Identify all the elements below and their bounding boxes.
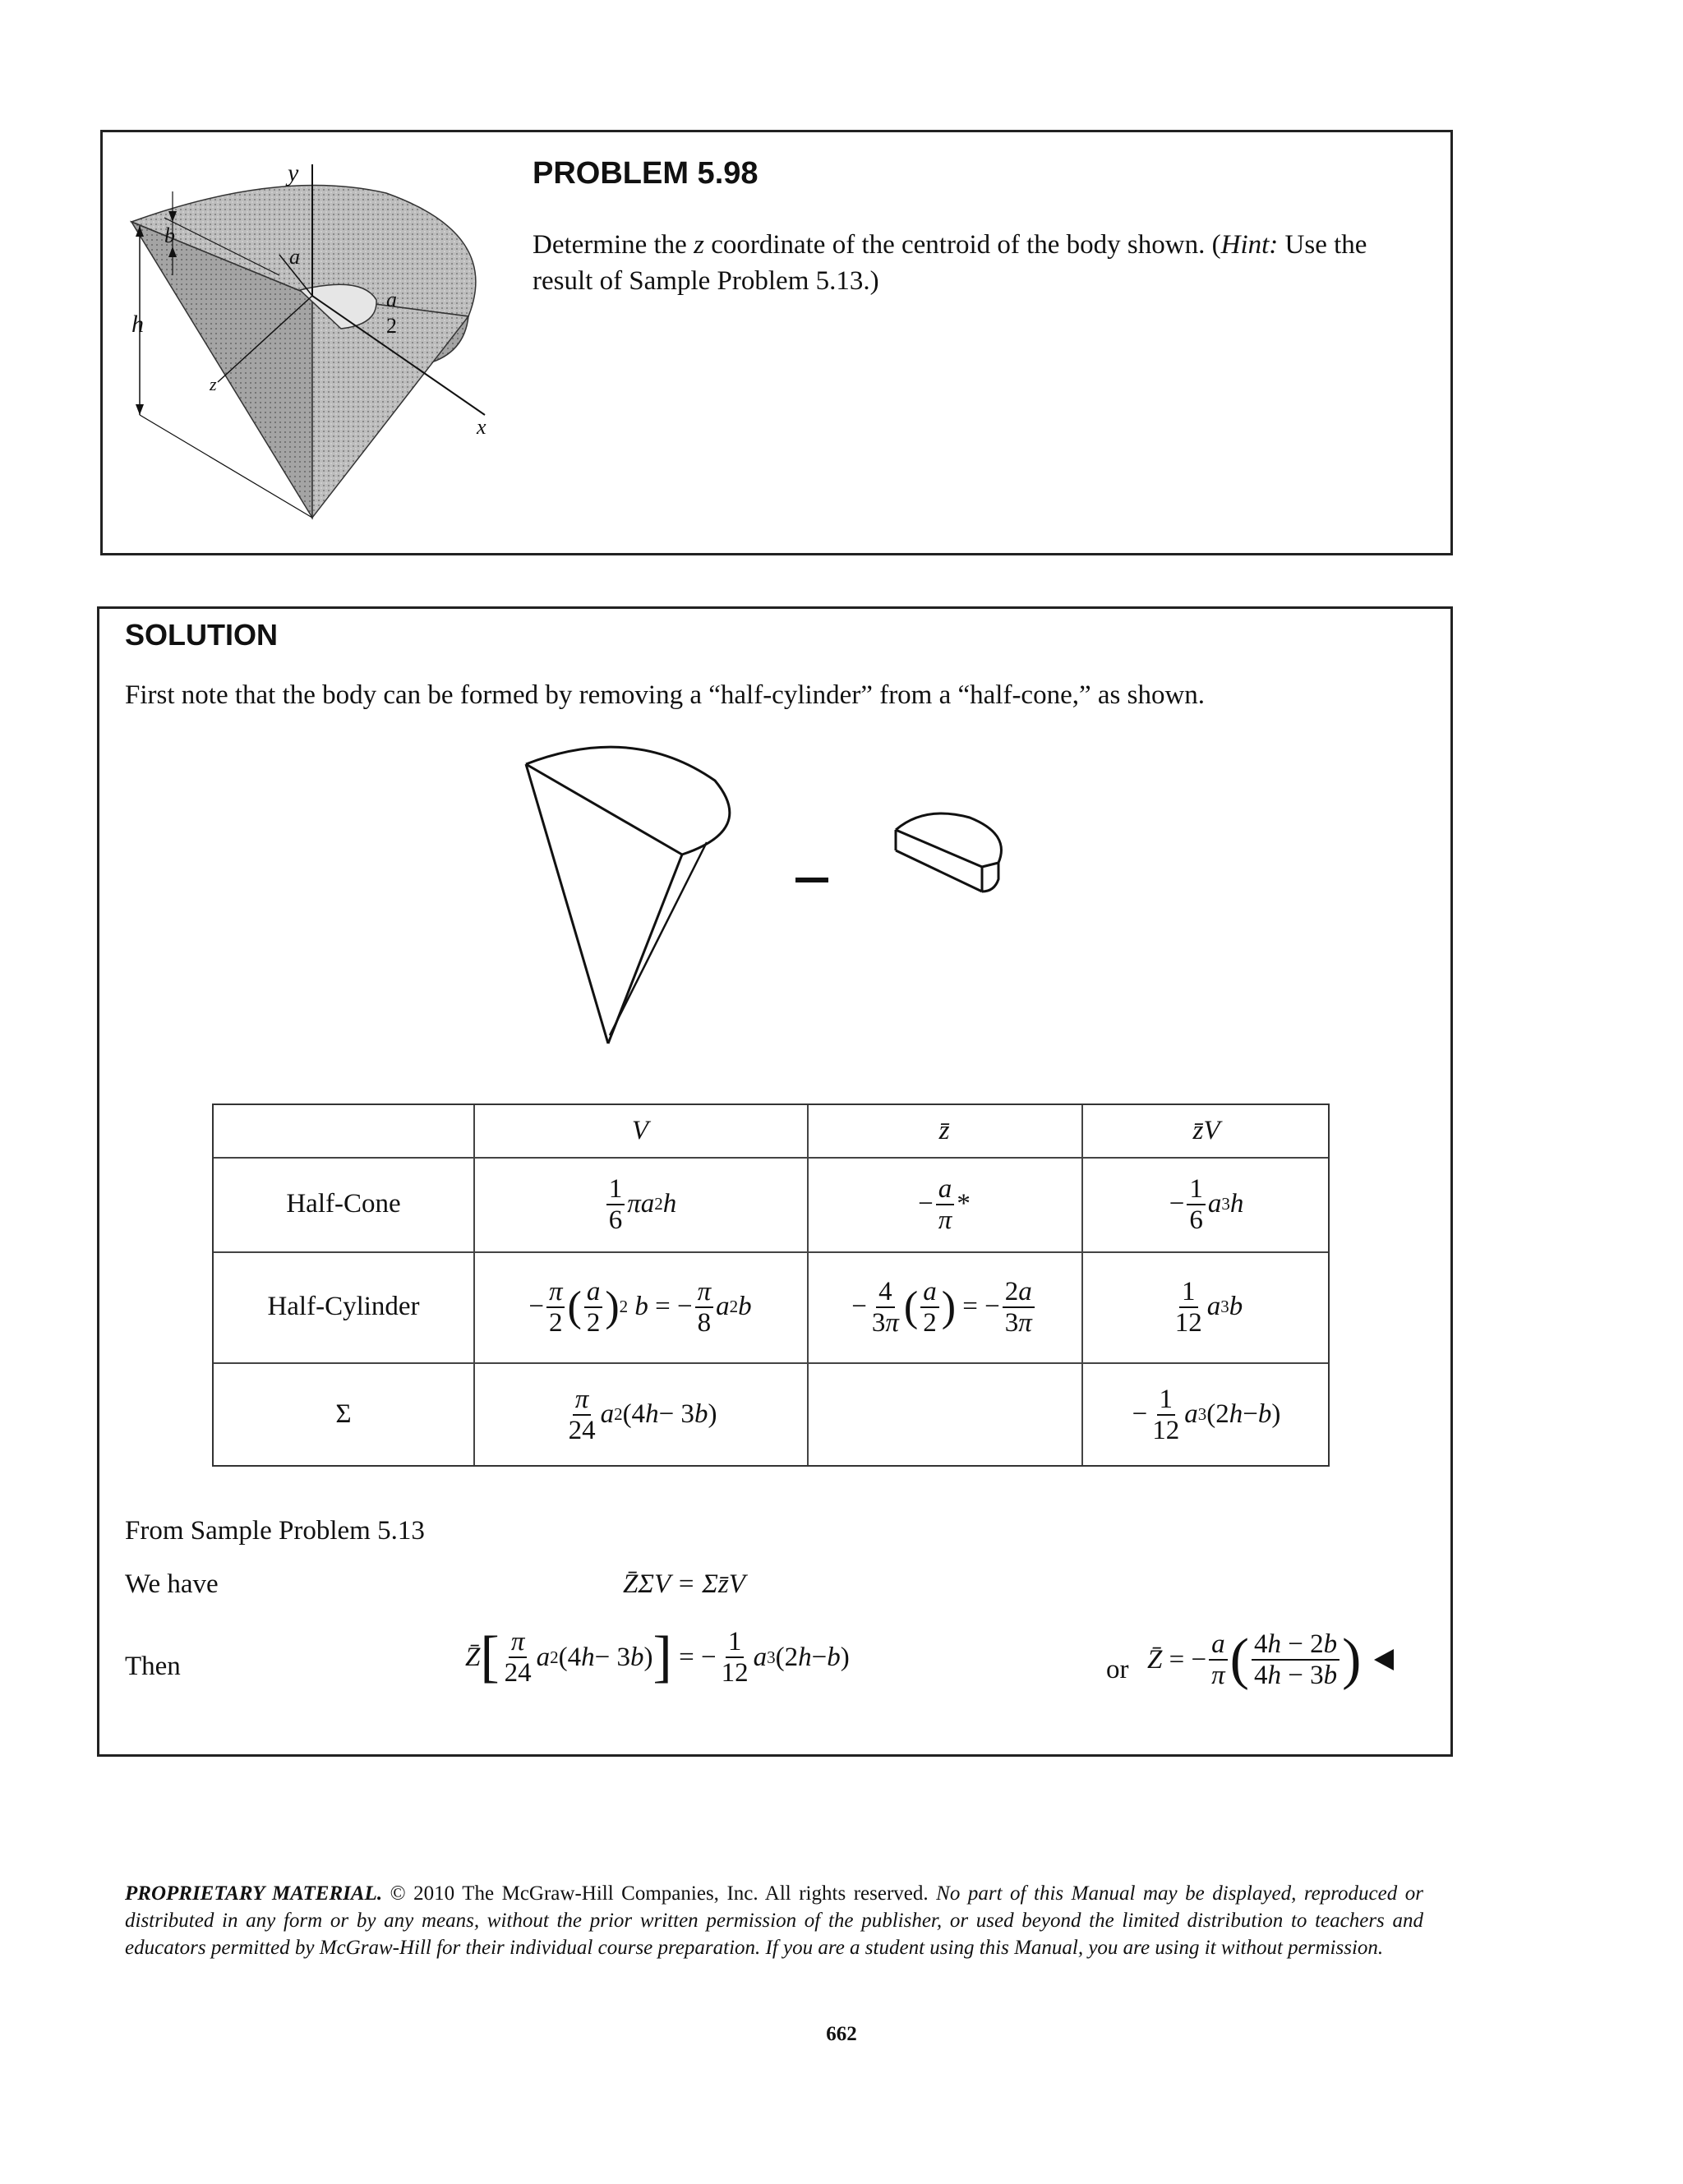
cell-cone-zbar-v: − $\frac{1}{6}$ a 3 h xyxy=(1169,1173,1244,1235)
cell-cone-zbar: − $\frac{a}{\pi}$ * xyxy=(918,1173,971,1235)
statement-part: coordinate of the centroid of the body shown. ( xyxy=(703,230,1221,260)
cell-cone-volume: $\frac{1}{6}$ πa 2 h xyxy=(473,1157,807,1251)
page-number: 662 xyxy=(826,2023,857,2045)
problem-title: PROBLEM 5.98 xyxy=(533,156,759,191)
problem-statement xyxy=(533,227,1420,299)
solution-intro: First note that the body can be formed by removing a “half-cylinder” from a “half-cone,” as shown. xyxy=(125,680,1206,710)
from-sample-problem: From Sample Problem 5.13 xyxy=(125,1516,425,1546)
answer-marker-icon xyxy=(1371,1647,1395,1672)
solution-title: SOLUTION xyxy=(125,618,278,652)
statement-hint: Hint: xyxy=(1220,230,1279,260)
statement-part: Determine the xyxy=(533,230,694,260)
statement-part: Use the result of Sample Problem 5.13.) xyxy=(533,230,1367,296)
row-label-half-cylinder: Half-Cylinder xyxy=(267,1292,420,1321)
table-header-zbar: z̄ xyxy=(938,1116,950,1145)
cell-sum-zbar-v: − $\frac{1}{12}$ a 3 (2 h − b ) xyxy=(1132,1384,1281,1445)
label-a: a xyxy=(289,245,300,269)
label-y: y xyxy=(288,159,299,187)
label-a-half-den: 2 xyxy=(386,314,397,338)
statement-z: z xyxy=(694,230,704,260)
then-label: Then xyxy=(125,1652,181,1681)
footer-italic: No part of this Manual may be displayed, reproduced or distributed in any form or by any means, without the prior written permission of the publisher, or used beyond the limited distribution to teachers and educators permitted by McGraw-Hill for their individual course preparation. If you are a student using this Manual, you are using it without permission. xyxy=(125,1882,1423,1959)
we-have-label: We have xyxy=(125,1569,219,1599)
cell-cylinder-zbar-v: $\frac{1}{12}$ a 3 b xyxy=(1174,1276,1243,1338)
then-equation: Z̄ [ $\frac{\pi}{24}$ a 2 (4 h − 3 b ) ] = − $\frac{1}{12}$ a 3 (2 h − b ) xyxy=(465,1625,850,1689)
footer-normal: © 2010 The McGraw-Hill Companies, Inc. All rights reserved. xyxy=(382,1882,937,1905)
we-have-equation: Z̄ΣV = Σz̄V xyxy=(623,1569,745,1599)
cell-cylinder-volume: − $\frac{\pi}{2}$ ( $\frac{a}{2}$ ) 2 b = − $\frac{\pi}{8}$ a 2 b xyxy=(528,1276,752,1338)
cell-cylinder-zbar: − $\frac{4}{3\pi}$ ( $\frac{a}{2}$ ) = − $\frac{2a}{3\pi}$ xyxy=(807,1251,1081,1362)
cell-sum-volume: $\frac{\pi}{24}$ a 2 (4 h − 3 b ) xyxy=(568,1384,717,1445)
table-header-zbar-v: z̄V xyxy=(1192,1116,1220,1145)
label-h: h xyxy=(131,311,144,338)
label-x: x xyxy=(477,415,486,439)
half-cone-figure xyxy=(518,740,756,1052)
row-label-half-cone: Half-Cone xyxy=(286,1189,401,1219)
problem-figure xyxy=(115,144,518,530)
label-a-half-num: a xyxy=(386,288,397,311)
centroid-table xyxy=(212,1104,1330,1467)
minus-sign xyxy=(795,878,828,882)
copyright-footer xyxy=(125,1880,1423,1961)
footer-bold: PROPRIETARY MATERIAL. xyxy=(125,1882,383,1905)
row-label-sum: Σ xyxy=(335,1399,352,1429)
or-label: or xyxy=(1106,1655,1129,1684)
table-header-v: V xyxy=(631,1116,649,1145)
label-b: b xyxy=(164,223,175,247)
label-z: z xyxy=(210,374,217,394)
final-answer: Z̄ = − $\frac{a}{\pi}$ ( $\frac{4h - 2b}{4h - 3b}$ ) xyxy=(1147,1627,1395,1693)
half-cylinder-figure xyxy=(892,801,1015,912)
